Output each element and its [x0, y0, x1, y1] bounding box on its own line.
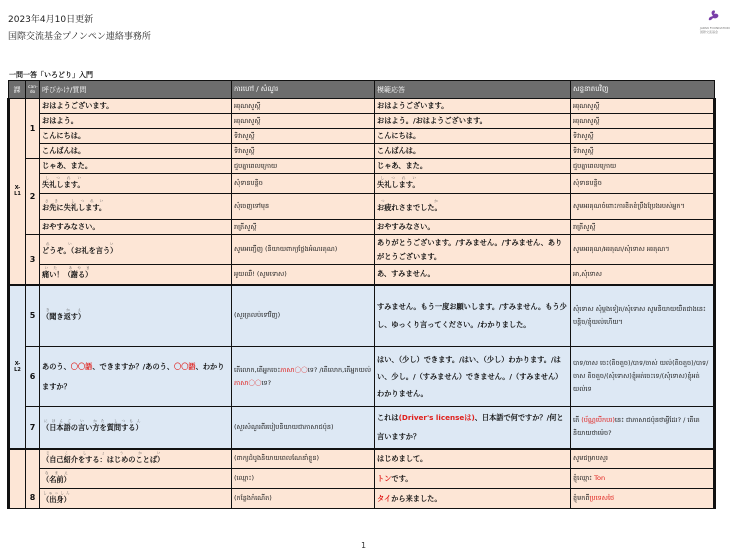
col-header-question-jp: 呼びかけ/質問 [40, 81, 232, 99]
question-km: អរុណសួស្តី [232, 99, 375, 114]
cando-number: 6 [26, 347, 40, 407]
col-header-cando: can-do [26, 81, 40, 99]
question-km: (សួរត្រលប់ទៅវិញ) [232, 285, 375, 347]
question-km: (កន្លែងកំណើត) [232, 489, 375, 509]
table-row [9, 449, 715, 469]
question-km: (សួរសំណួរពីរបៀបនិយាយជាភាសាជប៉ុន) [232, 407, 375, 449]
table-row [9, 235, 715, 265]
answer-km: ទិវាសួស្តី [571, 144, 715, 159]
table-row [9, 265, 715, 285]
question-jp: お先に失礼します。さき しつれい [40, 194, 232, 220]
question-jp: こんにちは。 [40, 129, 232, 144]
answer-jp: こんばんは。 [375, 144, 571, 159]
answer-km: ជួបគ្នាពេលក្រោយ [571, 159, 715, 174]
answer-km: សូមអរគុណ/អរគុណ/សុំទោស អរគុណ។ [571, 235, 715, 265]
table-row [9, 174, 715, 194]
answer-km: សូមជម្រាបសួរ [571, 449, 715, 469]
answer-jp: ありがとうございます。/すみません。/すみません、ありがとうございます。 [375, 235, 571, 265]
lesson-label [9, 449, 26, 509]
qa-table [7, 80, 716, 509]
question-jp: （自己紹介をする：はじめのことば）じこしょうかい [40, 449, 232, 469]
answer-jp: あ、すみません。 [375, 265, 571, 285]
answer-jp: じゃあ、また。 [375, 159, 571, 174]
cando-number: 8 [26, 449, 40, 509]
question-jp: こんばんは。 [40, 144, 232, 159]
question-jp: （名前）なまえ [40, 469, 232, 489]
answer-km: អរុណសួស្តី [571, 99, 715, 114]
question-jp: どうぞ。（お礼を言う）れい い [40, 235, 232, 265]
answer-km: សុំទានបន្តិច [571, 174, 715, 194]
cando-number: 5 [26, 285, 40, 347]
question-km: ទិវាសួស្តី [232, 129, 375, 144]
question-jp: 失礼します。しつれい [40, 174, 232, 194]
answer-km: អា,សុំទោស [571, 265, 715, 285]
question-km: (ឈ្មោះ) [232, 469, 375, 489]
question-jp: 痛い！（謝る）いた あやま [40, 265, 232, 285]
col-header-answer-jp: 模範応答 [375, 81, 571, 99]
table-row [9, 347, 715, 407]
answer-jp: こんにちは。 [375, 129, 571, 144]
lesson-label: X-L2 [9, 285, 26, 449]
answer-jp: はい、（少し）できます。/はい、（少し）わかります。/はい、少し。/（すみません）できません。/（すみません）わかりません。 [375, 347, 571, 407]
col-header-lesson: 課 [9, 81, 26, 99]
question-jp: おはようございます。 [40, 99, 232, 114]
answer-km: សុំទោស សុំម្តងទៀត/សុំទោស សូមនិយាយយឺតជាងនេះបន្តិច/ខ្ញុំយល់ហើយ។ [571, 285, 715, 347]
question-jp: （聞き返す）き かえ [40, 285, 232, 347]
question-km: ទិវាសួស្តី [232, 144, 375, 159]
question-km: សុំចេញទៅមុន [232, 194, 375, 220]
answer-jp: おはよう。/おはようございます。 [375, 114, 571, 129]
table-row [9, 220, 715, 235]
answer-jp: 失礼します。しつれい [375, 174, 571, 194]
question-jp: （出身）しゅっしん [40, 489, 232, 509]
answer-km: រាត្រីសួស្តី [571, 220, 715, 235]
question-jp: あのう、〇〇語、できますか？/あのう、〇〇語、わかりますか？ [40, 347, 232, 407]
answer-km: បាទ/ចាស ចេះ(តិចតួច)/បាទ/ចាស់ យល់(តិចតួច)/បាទ/ចាស តិចតួច/(សុំទោស)ខ្ញុំអត់ចេះទេ/(សុំទោស)ខ្ញុំអត់យល់ទេ [571, 347, 715, 407]
cando-number: 2 [26, 159, 40, 235]
document-title: 一問一答「いろどり」入門 [9, 71, 93, 79]
table-row [9, 489, 715, 509]
question-jp: （日本語の言い方を質問する）にほんご い かた しつもん [40, 407, 232, 449]
table-header-row [9, 81, 715, 99]
question-km: សុំទានបន្តិច [232, 174, 375, 194]
logo-text-en: JAPAN FOUNDATION [700, 26, 730, 30]
answer-km: ទិវាសួស្តី [571, 129, 715, 144]
col-header-answer-km: សន្ទនាតបវិញ [571, 81, 715, 99]
table-row [9, 285, 715, 347]
answer-jp: おやすみなさい。 [375, 220, 571, 235]
answer-km: សូមអរគុណចំពោះការខិតខំប្រឹងប្រែងរបស់អ្នក។ [571, 194, 715, 220]
table-row [9, 99, 715, 114]
butterfly-logo-icon [706, 8, 720, 24]
table-row [9, 407, 715, 449]
question-jp: おはよう。 [40, 114, 232, 129]
answer-km: ខ្ញុំឈ្មោះ Ton [571, 469, 715, 489]
cando-number: 1 [26, 99, 40, 159]
answer-jp: すみません。もう一度お願いします。/すみません。もう少し、ゆっくり言ってください。/わかりました。 [375, 285, 571, 347]
answer-km: ខ្ញុំមកពីប្រទេសថៃ [571, 489, 715, 509]
answer-jp: おはようございます。 [375, 99, 571, 114]
japan-foundation-logo [700, 8, 730, 38]
table-row [9, 194, 715, 220]
cando-number: 7 [26, 407, 40, 449]
question-jp: おやすみなさい。 [40, 220, 232, 235]
answer-jp: トンです。 [375, 469, 571, 489]
table-row [9, 144, 715, 159]
question-km: តើលោក,តើអ្នកចេះភាសា〇〇ទេ? /តើលោក,តើអ្នកយល់ភាសា〇〇ទេ? [232, 347, 375, 407]
question-km: អូយឈឺ! (សូមទោស) [232, 265, 375, 285]
question-km: សូមអញ្ជើញ (និយាយពាក្យថ្លែងអំណរគុណ) [232, 235, 375, 265]
page-number: 1 [361, 541, 367, 550]
lesson-label: X-L1 [9, 99, 26, 285]
updated-date: 2023年4月10日更新 [8, 15, 94, 25]
cando-number: 3 [26, 235, 40, 285]
answer-km: អរុណសួស្តី [571, 114, 715, 129]
office-name: 国際交流基金プノンペン連絡事務所 [8, 32, 151, 42]
answer-jp: はじめまして。 [375, 449, 571, 469]
col-header-question-km: ការហៅ / សំណួរ [232, 81, 375, 99]
question-km: រាត្រីសួស្តី [232, 220, 375, 235]
answer-km: តើ (ប័ណ្ណបើកបរ)នេះ ជាភាសាជប៉ុនថាអ្វីដែរ? / តើគេនិយាយថាម៉េច? [571, 407, 715, 449]
logo-text-jp: 国際交流基金 [700, 30, 719, 34]
table-row [9, 114, 715, 129]
table-row [9, 159, 715, 174]
question-km: អរុណសួស្តី [232, 114, 375, 129]
question-km: ជួបគ្នាពេលក្រោយ [232, 159, 375, 174]
table-row [9, 469, 715, 489]
question-km: (ពាក្យដំបូងនិយាយពេលណែនាំខ្លួន) [232, 449, 375, 469]
answer-jp: お疲れさまでした。つか [375, 194, 571, 220]
question-jp: じゃあ、また。 [40, 159, 232, 174]
answer-jp: これは(Driver's licenseは)、日本語で何ですか？/何と言いますか？ [375, 407, 571, 449]
answer-jp: タイから来ました。 [375, 489, 571, 509]
table-row [9, 129, 715, 144]
